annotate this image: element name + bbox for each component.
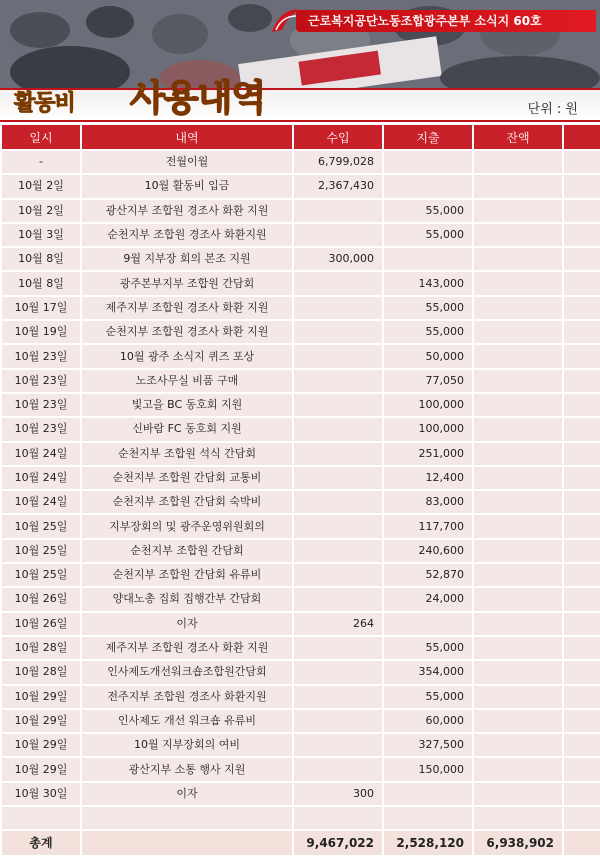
row-expense [384, 613, 472, 635]
row-extra [564, 248, 600, 270]
table-row [2, 661, 600, 683]
row-date: 10월 25일 [2, 564, 80, 586]
row-extra [564, 467, 600, 489]
row-description: 광산지부 소통 행사 지원 [82, 758, 292, 780]
row-extra [564, 807, 600, 829]
row-income [294, 564, 382, 586]
row-description: 이자 [82, 613, 292, 635]
row-description: 광산지부 조합원 경조사 화환 지원 [82, 200, 292, 222]
row-date: 10월 29일 [2, 686, 80, 708]
row-income [294, 345, 382, 367]
row-expense: 117,700 [384, 515, 472, 537]
table-row [2, 540, 600, 562]
row-description: 순천지부 조합원 경조사 화환지원 [82, 224, 292, 246]
total-row [2, 831, 600, 855]
row-income: 264 [294, 613, 382, 635]
row-income [294, 540, 382, 562]
table-row [2, 321, 600, 343]
column-header-extra [564, 125, 600, 149]
row-expense [384, 807, 472, 829]
row-expense: 354,000 [384, 661, 472, 683]
table-row [2, 248, 600, 270]
row-balance [474, 491, 562, 513]
row-extra [564, 394, 600, 416]
row-income [294, 418, 382, 440]
row-balance [474, 807, 562, 829]
row-date: 10월 2일 [2, 175, 80, 197]
row-description: 순천지부 조합원 간담회 [82, 540, 292, 562]
total-label: 총계 [2, 831, 80, 855]
table-row [2, 758, 600, 780]
row-expense: 55,000 [384, 297, 472, 319]
row-balance [474, 297, 562, 319]
total-balance: 6,938,902 [474, 831, 562, 855]
row-balance [474, 321, 562, 343]
title-strip [0, 88, 600, 122]
row-balance [474, 710, 562, 732]
row-balance [474, 588, 562, 610]
row-expense: 77,050 [384, 370, 472, 392]
row-balance [474, 564, 562, 586]
row-income [294, 588, 382, 610]
table-row [2, 807, 600, 829]
expense-table-container [0, 123, 600, 867]
row-income [294, 467, 382, 489]
row-extra [564, 686, 600, 708]
row-extra [564, 175, 600, 197]
row-expense: 100,000 [384, 394, 472, 416]
row-extra [564, 370, 600, 392]
row-description: 순천지부 조합원 간담회 유류비 [82, 564, 292, 586]
row-date: 10월 8일 [2, 248, 80, 270]
row-extra [564, 272, 600, 294]
row-income [294, 515, 382, 537]
column-header-income: 수입 [294, 125, 382, 149]
row-expense: 251,000 [384, 443, 472, 465]
row-balance [474, 272, 562, 294]
row-expense: 327,500 [384, 734, 472, 756]
row-balance [474, 661, 562, 683]
row-description: 순천지부 조합원 석식 간담회 [82, 443, 292, 465]
row-expense: 55,000 [384, 224, 472, 246]
row-extra [564, 661, 600, 683]
row-date: 10월 23일 [2, 394, 80, 416]
row-balance [474, 758, 562, 780]
row-income [294, 200, 382, 222]
row-date: 10월 24일 [2, 443, 80, 465]
row-expense: 52,870 [384, 564, 472, 586]
row-extra [564, 734, 600, 756]
page-title: 사용내역 [130, 78, 266, 119]
row-date: 10월 30일 [2, 783, 80, 805]
table-row [2, 588, 600, 610]
table-row [2, 564, 600, 586]
row-extra [564, 540, 600, 562]
row-date: 10월 23일 [2, 345, 80, 367]
row-balance [474, 783, 562, 805]
row-extra [564, 224, 600, 246]
row-description: 신바람 FC 동호회 지원 [82, 418, 292, 440]
row-income [294, 807, 382, 829]
row-date: 10월 29일 [2, 758, 80, 780]
expense-table [0, 123, 600, 857]
row-expense: 143,000 [384, 272, 472, 294]
row-expense: 55,000 [384, 686, 472, 708]
column-header-description: 내역 [82, 125, 292, 149]
row-balance [474, 443, 562, 465]
row-income: 2,367,430 [294, 175, 382, 197]
row-balance [474, 248, 562, 270]
row-date: 10월 23일 [2, 418, 80, 440]
row-description: 10월 활동비 입금 [82, 175, 292, 197]
row-expense: 150,000 [384, 758, 472, 780]
row-balance [474, 394, 562, 416]
table-row [2, 734, 600, 756]
row-description: 10월 지부장회의 여비 [82, 734, 292, 756]
table-row [2, 443, 600, 465]
row-income [294, 443, 382, 465]
table-row [2, 224, 600, 246]
row-income [294, 686, 382, 708]
row-extra [564, 418, 600, 440]
row-extra [564, 297, 600, 319]
row-extra [564, 613, 600, 635]
row-expense: 50,000 [384, 345, 472, 367]
row-description: 전월이월 [82, 151, 292, 173]
header-banner [0, 0, 600, 122]
row-income: 300 [294, 783, 382, 805]
row-expense [384, 248, 472, 270]
row-date: 10월 19일 [2, 321, 80, 343]
row-description: 이자 [82, 783, 292, 805]
table-body [2, 151, 600, 829]
row-date: 10월 26일 [2, 613, 80, 635]
row-extra [564, 443, 600, 465]
row-income [294, 370, 382, 392]
row-description: 인사제도 개선 워크숍 유류비 [82, 710, 292, 732]
row-income [294, 321, 382, 343]
row-expense: 60,000 [384, 710, 472, 732]
table-row [2, 151, 600, 173]
row-date: 10월 24일 [2, 491, 80, 513]
row-extra [564, 588, 600, 610]
row-balance [474, 734, 562, 756]
row-income [294, 661, 382, 683]
table-row [2, 175, 600, 197]
row-description: 순천지부 조합원 간담회 교통비 [82, 467, 292, 489]
row-expense: 55,000 [384, 321, 472, 343]
row-balance [474, 224, 562, 246]
row-income [294, 758, 382, 780]
row-description: 순천지부 조합원 간담회 숙박비 [82, 491, 292, 513]
total-extra-cell [564, 831, 600, 855]
table-row [2, 200, 600, 222]
row-date: 10월 25일 [2, 515, 80, 537]
row-extra [564, 783, 600, 805]
row-date: - [2, 151, 80, 173]
row-description: 빛고을 BC 동호회 지원 [82, 394, 292, 416]
row-income [294, 297, 382, 319]
table-row [2, 467, 600, 489]
row-extra [564, 321, 600, 343]
row-extra [564, 491, 600, 513]
row-income [294, 394, 382, 416]
row-balance [474, 637, 562, 659]
row-balance [474, 345, 562, 367]
row-balance [474, 418, 562, 440]
row-extra [564, 151, 600, 173]
row-balance [474, 540, 562, 562]
table-row [2, 710, 600, 732]
column-header-date: 일시 [2, 125, 80, 149]
row-description: 인사제도개선워크숍조합원간담회 [82, 661, 292, 683]
row-expense: 240,600 [384, 540, 472, 562]
row-expense: 83,000 [384, 491, 472, 513]
bulletin-title: 근로복지공단노동조합광주본부 소식지 60호 [296, 10, 596, 32]
row-description: 제주지부 조합원 경조사 화환 지원 [82, 297, 292, 319]
table-row [2, 272, 600, 294]
table-row [2, 491, 600, 513]
row-date [2, 807, 80, 829]
row-expense: 24,000 [384, 588, 472, 610]
total-income: 9,467,022 [294, 831, 382, 855]
unit-label: 단위 : 원 [527, 102, 578, 117]
column-header-expense: 지출 [384, 125, 472, 149]
row-balance [474, 200, 562, 222]
row-description: 양대노총 집회 집행간부 간담회 [82, 588, 292, 610]
row-extra [564, 637, 600, 659]
row-date: 10월 26일 [2, 588, 80, 610]
row-description: 전주지부 조합원 경조사 화환지원 [82, 686, 292, 708]
row-date: 10월 29일 [2, 710, 80, 732]
row-expense: 100,000 [384, 418, 472, 440]
row-balance [474, 515, 562, 537]
row-balance [474, 370, 562, 392]
row-balance [474, 151, 562, 173]
row-date: 10월 28일 [2, 637, 80, 659]
table-row [2, 418, 600, 440]
total-expense: 2,528,120 [384, 831, 472, 855]
row-balance [474, 613, 562, 635]
row-extra [564, 200, 600, 222]
row-date: 10월 29일 [2, 734, 80, 756]
table-header-row [2, 125, 600, 149]
row-expense: 55,000 [384, 200, 472, 222]
column-header-balance: 잔액 [474, 125, 562, 149]
row-description: 순천지부 조합원 경조사 화환 지원 [82, 321, 292, 343]
table-row [2, 783, 600, 805]
table-row [2, 394, 600, 416]
row-income [294, 224, 382, 246]
table-row [2, 637, 600, 659]
row-income [294, 637, 382, 659]
table-row [2, 297, 600, 319]
row-date: 10월 3일 [2, 224, 80, 246]
row-extra [564, 345, 600, 367]
row-income [294, 491, 382, 513]
row-income [294, 272, 382, 294]
row-expense [384, 151, 472, 173]
row-description: 10월 광주 소식지 퀴즈 포상 [82, 345, 292, 367]
row-extra [564, 515, 600, 537]
row-description [82, 807, 292, 829]
title-small: 활동비 [14, 91, 75, 116]
table-row [2, 370, 600, 392]
row-income: 6,799,028 [294, 151, 382, 173]
row-expense: 55,000 [384, 637, 472, 659]
row-extra [564, 758, 600, 780]
row-expense [384, 175, 472, 197]
table-row [2, 345, 600, 367]
row-expense [384, 783, 472, 805]
row-balance [474, 175, 562, 197]
row-description: 광주본부지부 조합원 간담회 [82, 272, 292, 294]
row-income: 300,000 [294, 248, 382, 270]
row-date: 10월 23일 [2, 370, 80, 392]
row-date: 10월 28일 [2, 661, 80, 683]
total-description-cell [82, 831, 292, 855]
row-extra [564, 710, 600, 732]
row-income [294, 734, 382, 756]
row-date: 10월 8일 [2, 272, 80, 294]
row-extra [564, 564, 600, 586]
row-description: 9월 지부장 회의 본조 지원 [82, 248, 292, 270]
row-date: 10월 17일 [2, 297, 80, 319]
row-date: 10월 2일 [2, 200, 80, 222]
row-income [294, 710, 382, 732]
table-row [2, 515, 600, 537]
table-row [2, 613, 600, 635]
row-description: 노조사무실 비품 구매 [82, 370, 292, 392]
row-description: 지부장회의 및 광주운영위원회의 [82, 515, 292, 537]
row-balance [474, 686, 562, 708]
row-date: 10월 25일 [2, 540, 80, 562]
table-row [2, 686, 600, 708]
row-description: 제주지부 조합원 경조사 화환 지원 [82, 637, 292, 659]
row-balance [474, 467, 562, 489]
row-expense: 12,400 [384, 467, 472, 489]
row-date: 10월 24일 [2, 467, 80, 489]
